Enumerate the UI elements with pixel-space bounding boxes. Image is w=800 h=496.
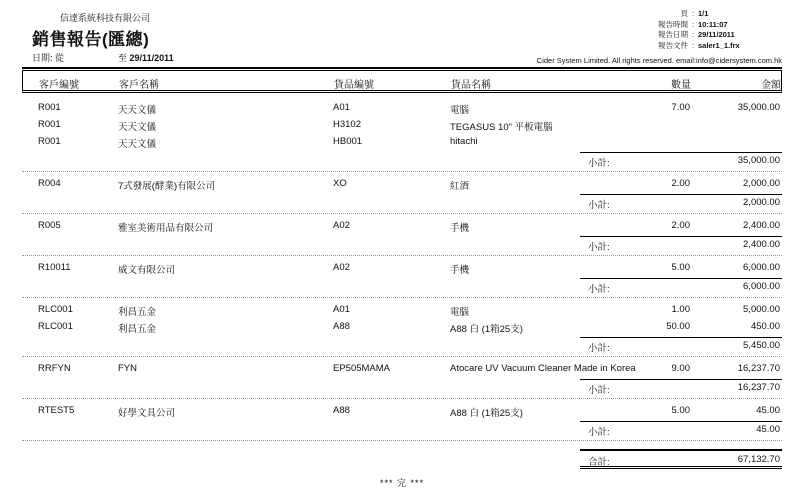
cell-customer-name: FYN	[118, 363, 137, 374]
col-customer-id: 客戶編號	[39, 80, 79, 91]
cell-item-name: 電腦	[450, 105, 470, 116]
subtotal-row	[22, 379, 782, 394]
subtotal-label: 小計:	[588, 284, 610, 295]
subtotal-rule	[580, 236, 782, 237]
cell-item-name: 手機	[450, 223, 470, 234]
table-row	[22, 260, 782, 277]
cell-quantity: 5.00	[671, 262, 690, 273]
subtotal-rule	[580, 337, 782, 338]
subtotal-rule	[580, 379, 782, 380]
cell-customer-name: 天天文儀	[118, 139, 157, 150]
cell-item-name: 電腦	[450, 307, 470, 318]
cell-customer-id: RRFYN	[38, 363, 71, 374]
cell-item-name: A88 白 (1箱25支)	[450, 324, 523, 335]
customer-group	[22, 96, 782, 172]
table-row	[22, 134, 782, 151]
table-body	[22, 96, 782, 489]
subtotal-rule	[580, 194, 782, 195]
subtotal-row	[22, 194, 782, 209]
cell-amount: 2,400.00	[743, 220, 780, 231]
subtotal-label: 小計:	[588, 200, 610, 211]
cell-customer-id: R001	[38, 102, 61, 113]
meta-report-date	[648, 30, 754, 41]
cell-quantity: 9.00	[671, 363, 690, 374]
end-of-report-marker: *** 完 ***	[379, 478, 425, 488]
cell-customer-name: 天天文儀	[118, 122, 157, 133]
customer-group	[22, 214, 782, 256]
cell-item-name: 紅酒	[450, 181, 470, 192]
cell-quantity: 50.00	[666, 321, 690, 332]
grand-total-label: 合計:	[588, 457, 610, 468]
cell-customer-name: 天天文儀	[118, 105, 157, 116]
customer-group	[22, 256, 782, 298]
subtotal-label: 小計:	[588, 385, 610, 396]
subtotal-value: 2,000.00	[743, 197, 780, 208]
table-row	[22, 403, 782, 420]
report-title: 銷售報告(匯總)	[32, 30, 150, 49]
table-row	[22, 176, 782, 193]
cell-item-name: 手機	[450, 265, 470, 276]
meta-page	[648, 9, 754, 20]
cell-customer-id: RLC001	[38, 304, 73, 315]
copyright-line: Cider System Limited. All rights reserved. email:info@cidersystem.com.hk	[536, 56, 782, 65]
date-to-value: 29/11/2011	[129, 53, 174, 63]
meta-colon: :	[691, 40, 695, 50]
cell-amount: 5,000.00	[743, 304, 780, 315]
cell-quantity: 1.00	[671, 304, 690, 315]
meta-colon: :	[691, 19, 695, 29]
subtotal-row	[22, 337, 782, 352]
subtotal-value: 2,400.00	[743, 239, 780, 250]
meta-value: saler1_1.frx	[698, 40, 740, 50]
date-to-label: 至	[118, 53, 128, 63]
cell-amount: 6,000.00	[743, 262, 780, 273]
cell-item-name: A88 白 (1箱25支)	[450, 408, 523, 419]
table-row	[22, 117, 782, 134]
table-row	[22, 100, 782, 117]
cell-customer-id: RTEST5	[38, 405, 75, 416]
subtotal-row	[22, 278, 782, 293]
col-customer-name: 客戶名稱	[119, 80, 159, 91]
subtotal-row	[22, 152, 782, 167]
cell-customer-name: 威文有限公司	[118, 265, 176, 276]
customer-group	[22, 298, 782, 357]
subtotal-rule	[580, 152, 782, 153]
grand-total-value: 67,132.70	[737, 454, 780, 465]
cell-item-id: A01	[333, 304, 350, 315]
subtotal-label: 小計:	[588, 343, 610, 354]
cell-customer-name: 好學文具公司	[118, 408, 176, 419]
customer-group	[22, 357, 782, 399]
cell-quantity: 5.00	[671, 405, 690, 416]
subtotal-value: 6,000.00	[743, 281, 780, 292]
cell-customer-name: 7式發展(酵業)有限公司	[118, 181, 216, 192]
cell-customer-id: R004	[38, 178, 61, 189]
cell-item-id: A02	[333, 262, 350, 273]
subtotal-value: 16,237.70	[737, 382, 780, 393]
group-separator	[22, 440, 782, 441]
table-header	[22, 70, 782, 93]
meta-label: 報告文件	[658, 40, 688, 50]
company-name: 信達系統科技有限公司	[60, 13, 151, 23]
subtotal-label: 小計:	[588, 427, 610, 438]
meta-report-file	[648, 41, 754, 52]
cell-amount: 450.00	[750, 321, 780, 332]
cell-item-name: Atocare UV Vacuum Cleaner Made in Korea	[450, 363, 636, 374]
subtotal-label: 小計:	[588, 158, 610, 169]
cell-amount: 45.00	[756, 405, 780, 416]
cell-item-id: XO	[333, 178, 347, 189]
customer-group	[22, 399, 782, 441]
table-row	[22, 319, 782, 336]
table-row	[22, 302, 782, 319]
cell-item-id: A88	[333, 321, 350, 332]
cell-amount: 16,237.70	[737, 363, 780, 374]
cell-customer-id: RLC001	[38, 321, 73, 332]
meta-value: 29/11/2011	[698, 30, 735, 39]
cell-item-id: H3102	[333, 119, 361, 130]
cell-item-name: TEGASUS 10" 平板電腦	[450, 122, 553, 133]
meta-value: 1/1	[698, 9, 709, 18]
grand-total-row	[580, 449, 782, 469]
cell-customer-id: R10011	[38, 262, 71, 273]
meta-colon: :	[691, 9, 695, 18]
cell-amount: 35,000.00	[737, 102, 780, 113]
header-rule	[22, 67, 782, 69]
meta-label: 頁	[680, 9, 688, 18]
col-item-name: 貨品名稱	[451, 80, 491, 91]
cell-item-id: A02	[333, 220, 350, 231]
cell-item-id: A88	[333, 405, 350, 416]
cell-item-name: hitachi	[450, 136, 478, 147]
cell-amount: 2,000.00	[743, 178, 780, 189]
cell-item-id: A01	[333, 102, 350, 113]
cell-item-id: EP505MAMA	[333, 363, 391, 374]
cell-customer-id: R005	[38, 220, 61, 231]
subtotal-value: 45.00	[756, 424, 780, 435]
cell-customer-id: R001	[38, 136, 61, 147]
meta-report-time	[648, 20, 754, 31]
subtotal-row	[22, 421, 782, 436]
col-item-id: 貨品編號	[334, 80, 374, 91]
date-range	[32, 51, 174, 64]
report-meta	[648, 9, 754, 51]
cell-item-id: HB001	[333, 136, 363, 147]
cell-quantity: 2.00	[671, 178, 690, 189]
subtotal-label: 小計:	[588, 242, 610, 253]
meta-label: 報告時間	[658, 19, 688, 29]
subtotal-rule	[580, 421, 782, 422]
cell-customer-name: 利昌五金	[118, 307, 157, 318]
cell-customer-name: 雅室美術用品有限公司	[118, 223, 214, 234]
col-quantity: 數量	[671, 80, 691, 91]
col-amount: 金額	[761, 80, 781, 91]
cell-quantity: 2.00	[671, 220, 690, 231]
table-row	[22, 218, 782, 235]
date-from-label: 日期: 從	[32, 53, 65, 63]
table-row	[22, 361, 782, 378]
meta-label: 報告日期	[658, 30, 688, 39]
customer-group	[22, 172, 782, 214]
cell-quantity: 7.00	[671, 102, 690, 113]
subtotal-row	[22, 236, 782, 251]
meta-value: 10:11:07	[698, 19, 728, 29]
cell-customer-name: 利昌五金	[118, 324, 157, 335]
cell-customer-id: R001	[38, 119, 61, 130]
subtotal-rule	[580, 278, 782, 279]
subtotal-value: 35,000.00	[737, 155, 780, 166]
meta-colon: :	[691, 30, 695, 39]
subtotal-value: 5,450.00	[743, 340, 780, 351]
